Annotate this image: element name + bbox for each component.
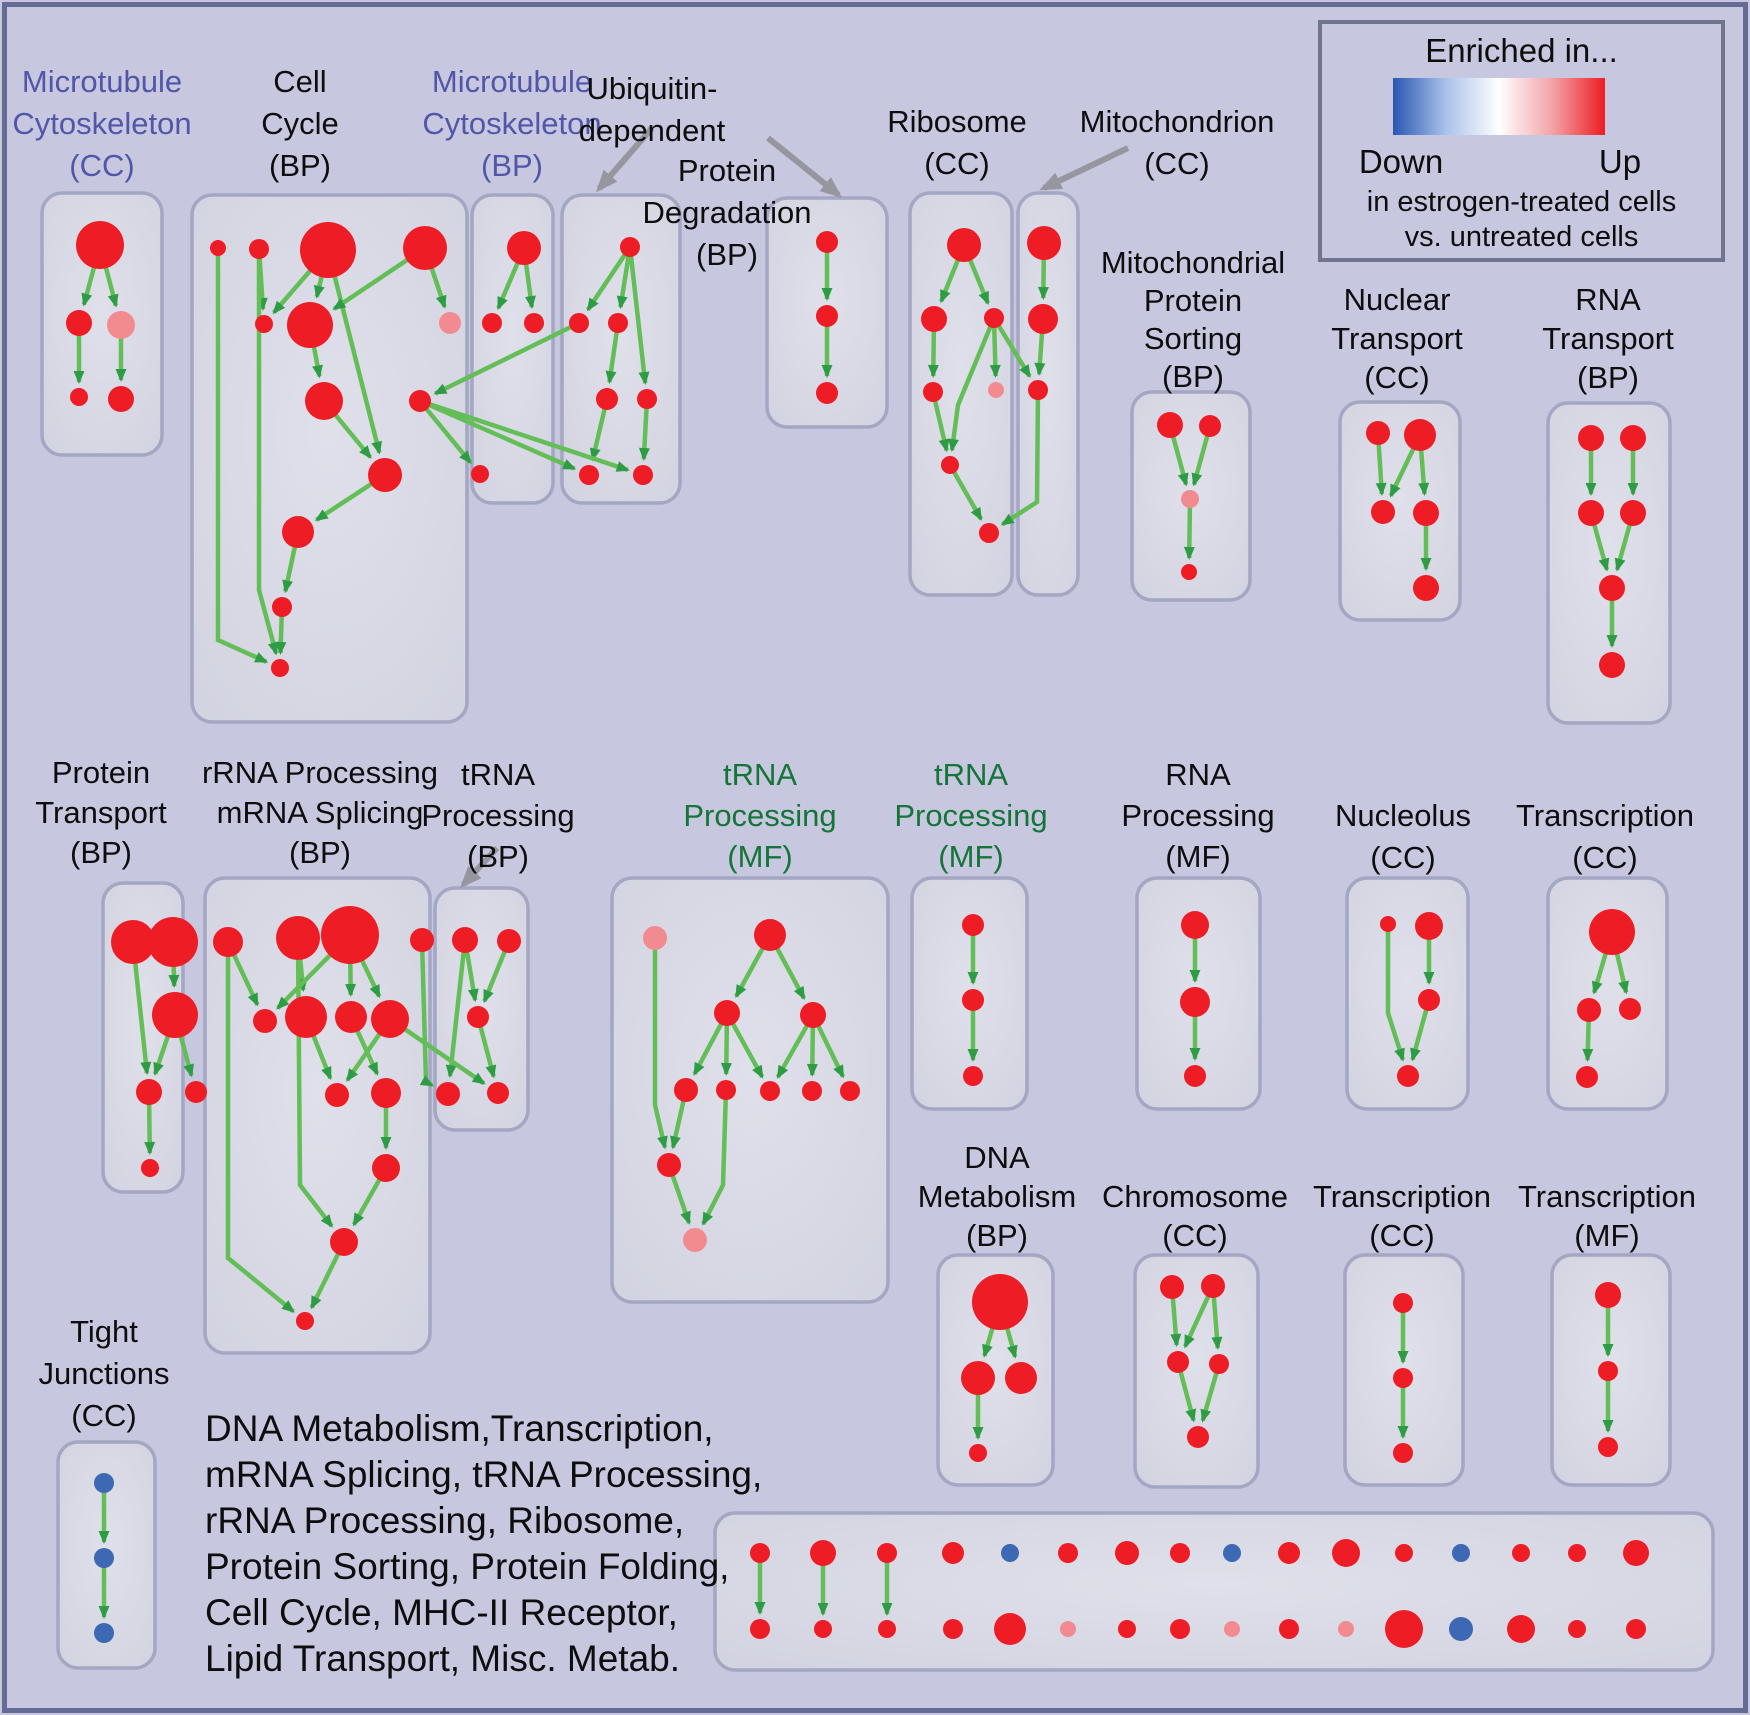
go-term-node bbox=[1170, 1543, 1190, 1563]
go-term-node bbox=[942, 1542, 964, 1564]
go-term-node bbox=[255, 315, 273, 333]
go-term-node bbox=[633, 465, 653, 485]
cluster-label: tRNA Processing (MF) bbox=[683, 757, 837, 874]
go-term-node bbox=[716, 1080, 736, 1100]
legend-up-label: Up bbox=[1598, 143, 1642, 180]
go-term-node bbox=[962, 989, 984, 1011]
go-term-node bbox=[371, 1000, 409, 1038]
misc-line: mRNA Splicing, tRNA Processing, bbox=[205, 1454, 763, 1495]
go-term-node bbox=[487, 1082, 509, 1104]
go-term-node bbox=[657, 1153, 681, 1177]
go-term-node bbox=[249, 239, 269, 259]
cluster-label: Microtubule Cytoskeleton (CC) bbox=[12, 64, 192, 183]
go-term-node bbox=[107, 311, 135, 339]
legend-box bbox=[1318, 20, 1725, 262]
go-term-node bbox=[1028, 380, 1048, 400]
go-term-node bbox=[754, 919, 786, 951]
go-term-node bbox=[285, 996, 327, 1038]
cluster-box-nuclear-transport-cc bbox=[1340, 402, 1460, 620]
go-term-node bbox=[810, 1540, 836, 1566]
go-term-node bbox=[1005, 1362, 1037, 1394]
go-term-node bbox=[994, 1613, 1026, 1645]
cluster-label: tRNA Processing (BP) bbox=[421, 757, 575, 874]
go-term-node bbox=[941, 456, 959, 474]
go-term-node bbox=[1338, 1621, 1354, 1637]
cluster-box-misc-terms bbox=[715, 1513, 1713, 1670]
cluster-label: rRNA Processing mRNA Splicing (BP) bbox=[201, 755, 439, 870]
go-term-node bbox=[1209, 1354, 1229, 1374]
go-term-node bbox=[760, 1081, 780, 1101]
go-term-node bbox=[1332, 1539, 1360, 1567]
go-term-node bbox=[1577, 998, 1601, 1022]
go-term-node bbox=[1578, 425, 1604, 451]
go-term-node bbox=[1181, 564, 1197, 580]
cluster-label: Protein Transport (BP) bbox=[35, 755, 167, 870]
cluster-label: Tight Junctions (CC) bbox=[38, 1314, 170, 1433]
go-term-node bbox=[1415, 912, 1443, 940]
go-term-node bbox=[210, 240, 226, 256]
go-term-node bbox=[1507, 1615, 1535, 1643]
cluster-box-chromosome-cc bbox=[1135, 1255, 1258, 1487]
go-term-node bbox=[1620, 500, 1646, 526]
cluster-label: Mitochondrial Protein Sorting (BP) bbox=[1100, 245, 1286, 394]
go-term-node bbox=[1199, 415, 1221, 437]
go-term-node bbox=[1058, 1543, 1078, 1563]
cluster-label: Cell Cycle (BP) bbox=[261, 64, 339, 183]
go-term-node bbox=[1393, 1443, 1413, 1463]
go-term-node bbox=[94, 1473, 114, 1493]
go-term-node bbox=[330, 1228, 358, 1256]
go-term-node bbox=[921, 306, 947, 332]
go-term-node bbox=[1568, 1544, 1586, 1562]
go-term-node bbox=[816, 382, 838, 404]
legend-down-label: Down bbox=[1358, 143, 1444, 180]
go-term-node bbox=[969, 1444, 987, 1462]
cluster-box-ubiquitin-degradation-a bbox=[562, 195, 680, 503]
cluster-label: Transcription (CC) bbox=[1515, 798, 1695, 875]
go-term-node bbox=[148, 917, 198, 967]
go-term-node bbox=[1167, 1351, 1189, 1373]
go-term-node bbox=[1568, 1620, 1586, 1638]
cluster-label: Mitochondrion (CC) bbox=[1079, 104, 1275, 181]
legend-gradient-bar bbox=[1393, 78, 1605, 135]
go-term-node bbox=[372, 1154, 400, 1182]
go-term-node bbox=[436, 1082, 460, 1106]
go-term-node bbox=[1224, 1621, 1240, 1637]
go-term-node bbox=[272, 597, 292, 617]
go-term-node bbox=[569, 313, 589, 333]
go-term-node bbox=[66, 310, 92, 336]
go-term-node bbox=[253, 1009, 277, 1033]
go-term-node bbox=[1118, 1620, 1136, 1638]
go-term-node bbox=[1380, 916, 1396, 932]
go-term-node bbox=[1371, 500, 1395, 524]
go-term-node bbox=[409, 390, 431, 412]
go-term-node bbox=[1449, 1617, 1473, 1641]
go-term-node bbox=[1393, 1293, 1413, 1313]
go-term-node bbox=[368, 458, 402, 492]
go-term-node bbox=[507, 231, 541, 265]
misc-line: DNA Metabolism,Transcription, bbox=[205, 1408, 714, 1449]
go-term-node bbox=[467, 1006, 489, 1028]
go-term-node bbox=[979, 523, 999, 543]
cluster-label: DNA Metabolism (BP) bbox=[917, 1140, 1077, 1253]
go-term-node bbox=[94, 1548, 114, 1568]
go-term-node bbox=[1413, 575, 1439, 601]
go-term-node bbox=[1115, 1541, 1139, 1565]
label-pointer-arrow bbox=[768, 138, 838, 195]
go-term-node bbox=[923, 382, 943, 402]
legend-subtitle-1: in estrogen-treated cells bbox=[1366, 186, 1677, 218]
go-term-node bbox=[300, 222, 356, 278]
go-term-node bbox=[1413, 500, 1439, 526]
go-term-node bbox=[674, 1078, 698, 1102]
go-term-node bbox=[984, 308, 1004, 328]
cluster-label: RNA Transport (BP) bbox=[1542, 282, 1674, 395]
go-term-node bbox=[335, 1001, 367, 1033]
go-term-node bbox=[1397, 1065, 1419, 1087]
cluster-label: Transcription (CC) bbox=[1312, 1179, 1492, 1253]
go-term-node bbox=[1395, 1544, 1413, 1562]
go-term-node bbox=[282, 516, 314, 548]
label-pointer-arrow bbox=[1044, 148, 1128, 188]
go-term-node bbox=[1028, 304, 1058, 334]
go-term-node bbox=[1595, 1282, 1621, 1308]
legend-title: Enriched in... bbox=[1425, 32, 1618, 69]
go-term-node bbox=[452, 927, 478, 953]
cluster-label: Ubiquitin-dependent bbox=[578, 71, 726, 148]
go-term-node bbox=[136, 1079, 162, 1105]
go-term-node bbox=[1366, 421, 1390, 445]
go-term-node bbox=[482, 313, 502, 333]
go-term-node bbox=[108, 386, 134, 412]
go-term-node bbox=[1452, 1544, 1470, 1562]
go-term-node bbox=[943, 1619, 963, 1639]
go-term-node bbox=[1223, 1544, 1241, 1562]
go-term-node bbox=[213, 927, 243, 957]
go-term-node bbox=[1385, 1610, 1423, 1648]
go-term-node bbox=[1626, 1619, 1646, 1639]
go-term-node bbox=[1598, 1361, 1618, 1381]
go-term-node bbox=[1181, 490, 1199, 508]
go-term-node bbox=[1619, 998, 1641, 1020]
go-term-node bbox=[683, 1228, 707, 1252]
go-term-node bbox=[1060, 1621, 1076, 1637]
go-term-node bbox=[608, 313, 628, 333]
go-term-node bbox=[1576, 1066, 1598, 1088]
go-term-node bbox=[1160, 1275, 1184, 1299]
go-term-node bbox=[1170, 1619, 1190, 1639]
go-term-node bbox=[814, 1620, 832, 1638]
go-term-node bbox=[1393, 1368, 1413, 1388]
cluster-label: Microtubule Cytoskeleton (BP) bbox=[422, 64, 602, 183]
go-term-node bbox=[596, 388, 618, 410]
cluster-label: Ribosome (CC) bbox=[887, 104, 1027, 181]
go-term-node bbox=[94, 1623, 114, 1643]
go-term-node bbox=[878, 1620, 896, 1638]
cluster-label: Protein Degradation (BP) bbox=[642, 153, 812, 272]
go-term-node bbox=[76, 221, 124, 269]
cluster-label: Chromosome (CC) bbox=[1101, 1179, 1289, 1253]
go-term-node bbox=[1184, 1065, 1206, 1087]
go-term-node bbox=[962, 914, 984, 936]
cluster-label: Transcription (MF) bbox=[1517, 1179, 1697, 1253]
go-term-node bbox=[1278, 1542, 1300, 1564]
go-term-node bbox=[325, 1083, 349, 1107]
go-term-node bbox=[947, 228, 981, 262]
go-term-node bbox=[1001, 1544, 1019, 1562]
go-term-node bbox=[961, 1361, 995, 1395]
go-term-node bbox=[296, 1312, 314, 1330]
misc-line: rRNA Processing, Ribosome, bbox=[205, 1500, 685, 1541]
go-term-node bbox=[141, 1159, 159, 1177]
go-term-node bbox=[321, 906, 379, 964]
go-term-node bbox=[471, 465, 489, 483]
go-term-node bbox=[972, 1274, 1028, 1330]
go-term-node bbox=[579, 465, 599, 485]
go-term-node bbox=[410, 928, 434, 952]
go-term-node bbox=[276, 916, 320, 960]
misc-cluster-description bbox=[205, 1406, 762, 1682]
go-term-node bbox=[816, 231, 838, 253]
go-term-node bbox=[1279, 1619, 1299, 1639]
go-term-node bbox=[1157, 412, 1183, 438]
cluster-label: Nucleolus (CC) bbox=[1334, 798, 1472, 875]
go-term-node bbox=[1404, 419, 1436, 451]
go-term-node bbox=[643, 926, 667, 950]
go-term-node bbox=[714, 1000, 740, 1026]
misc-line: Lipid Transport, Misc. Metab. bbox=[205, 1638, 681, 1679]
go-term-node bbox=[1512, 1544, 1530, 1562]
go-term-node bbox=[1027, 226, 1061, 260]
go-term-node bbox=[1598, 1437, 1618, 1457]
go-term-node bbox=[1589, 909, 1635, 955]
misc-line: Cell Cycle, MHC-II Receptor, bbox=[205, 1592, 678, 1633]
go-term-node bbox=[1599, 652, 1625, 678]
go-term-node bbox=[1187, 1426, 1209, 1448]
go-term-node bbox=[70, 388, 88, 406]
go-term-node bbox=[1418, 989, 1440, 1011]
go-term-node bbox=[1620, 425, 1646, 451]
go-term-node bbox=[877, 1543, 897, 1563]
go-term-node bbox=[1623, 1540, 1649, 1566]
go-term-node bbox=[371, 1078, 401, 1108]
go-term-node bbox=[271, 659, 289, 677]
go-term-node bbox=[439, 312, 461, 334]
go-term-node bbox=[620, 237, 640, 257]
go-term-node bbox=[840, 1081, 860, 1101]
go-term-node bbox=[185, 1081, 207, 1103]
go-term-node bbox=[1599, 575, 1625, 601]
go-term-node bbox=[988, 382, 1004, 398]
go-term-node bbox=[800, 1002, 826, 1028]
go-term-node bbox=[963, 1066, 983, 1086]
go-term-node bbox=[152, 992, 198, 1038]
go-term-node bbox=[524, 313, 544, 333]
go-term-node bbox=[802, 1081, 822, 1101]
go-term-node bbox=[305, 382, 343, 420]
go-term-node bbox=[1180, 987, 1210, 1017]
cluster-label: RNA Processing (MF) bbox=[1121, 757, 1275, 874]
misc-line: Protein Sorting, Protein Folding, bbox=[205, 1546, 730, 1587]
legend-subtitle-2: vs. untreated cells bbox=[1404, 221, 1639, 253]
cluster-label: Nuclear Transport (CC) bbox=[1331, 282, 1463, 395]
go-term-node bbox=[637, 389, 657, 409]
go-term-node bbox=[816, 305, 838, 327]
go-term-node bbox=[1181, 911, 1209, 939]
cluster-label: tRNA Processing (MF) bbox=[894, 757, 1048, 874]
go-term-node bbox=[497, 929, 521, 953]
go-term-node bbox=[1578, 500, 1604, 526]
go-term-node bbox=[1201, 1274, 1225, 1298]
go-term-node bbox=[403, 226, 447, 270]
go-term-node bbox=[287, 302, 333, 348]
